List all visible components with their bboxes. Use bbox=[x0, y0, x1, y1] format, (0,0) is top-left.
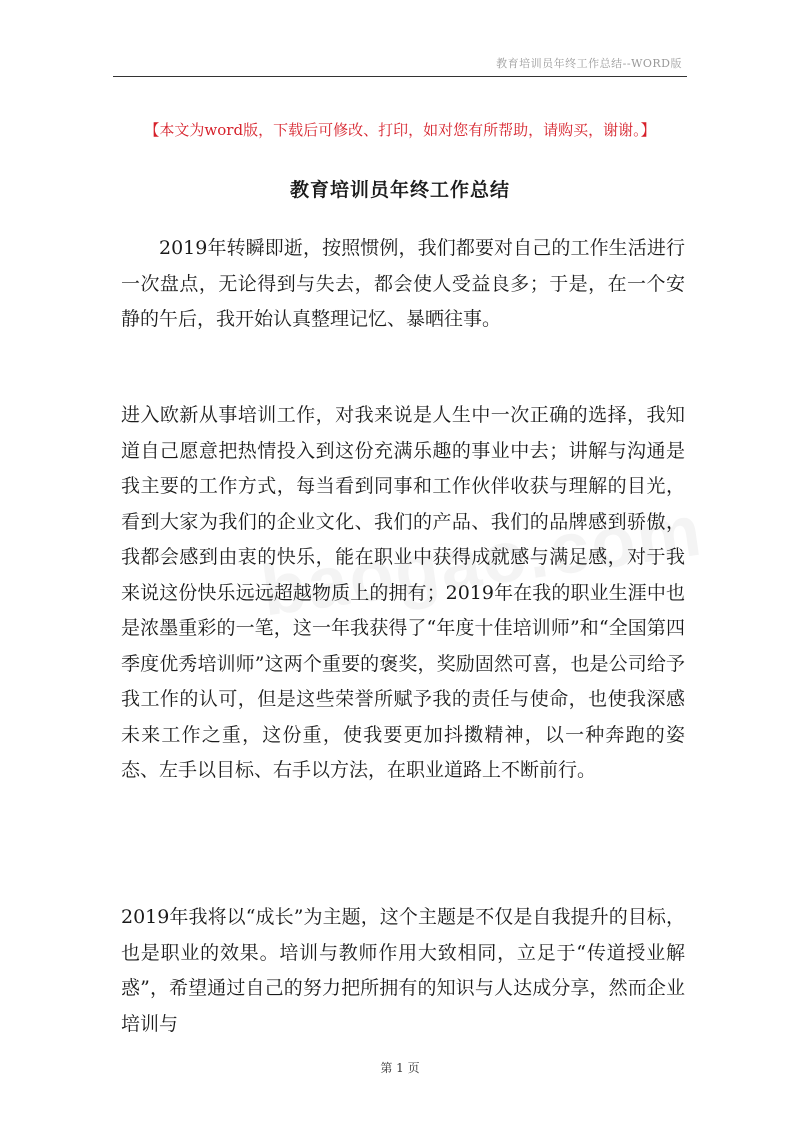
page-number: 第 1 页 bbox=[380, 1061, 420, 1075]
purchase-notice: 【本文为word版，下载后可修改、打印，如对您有所帮助，请购买，谢谢。】 bbox=[144, 121, 656, 139]
running-header: 教育培训员年终工作总结--WORD版 bbox=[496, 57, 682, 70]
document-title: 教育培训员年终工作总结 bbox=[289, 179, 510, 201]
paragraph-2: 进入欧新从事培训工作，对我来说是人生中一次正确的选择，我知道自己愿意把热情投入到这份充满乐趣的事业中去；讲解与沟通是我主要的工作方式，每当看到同事和工作伙伴收获与理解的目光，看到大家为我们的企业文化、我们的产品、我们的品牌感到骄傲，我都会感到由衷的快乐，能在职业中获得成就感与满足感，对于我来说这份快乐远远超越物质上的拥有；2019年在我的职业生涯中也是浓墨重彩的一笔，这一年我获得了“年度十佳培训师”和“全国第四季度优秀培训师”这两个重要的褒奖，奖励固然可喜，也是公司给予我工作的认可，但是这些荣誉所赋予我的责任与使命，也使我深感未来工作之重，这份重，使我要更加抖擞精神，以一种奔跑的姿态、左手以目标、右手以方法，在职业道路上不断前行。 bbox=[121, 404, 685, 781]
paragraph-1: 2019年转瞬即逝，按照惯例，我们都要对自己的工作生活进行一次盘点，无论得到与失去，都会使人受益良多；于是，在一个安静的午后，我开始认真整理记忆、暴晒往事。 bbox=[121, 237, 685, 330]
paragraph-3: 2019年我将以“成长”为主题，这个主题是不仅是自我提升的目标，也是职业的效果。培训与教师作用大致相同，立足于“传道授业解惑”，希望通过自己的努力把所拥有的知识与人达成分享，然而企业培训与 bbox=[121, 906, 685, 1035]
header-divider bbox=[113, 76, 687, 77]
